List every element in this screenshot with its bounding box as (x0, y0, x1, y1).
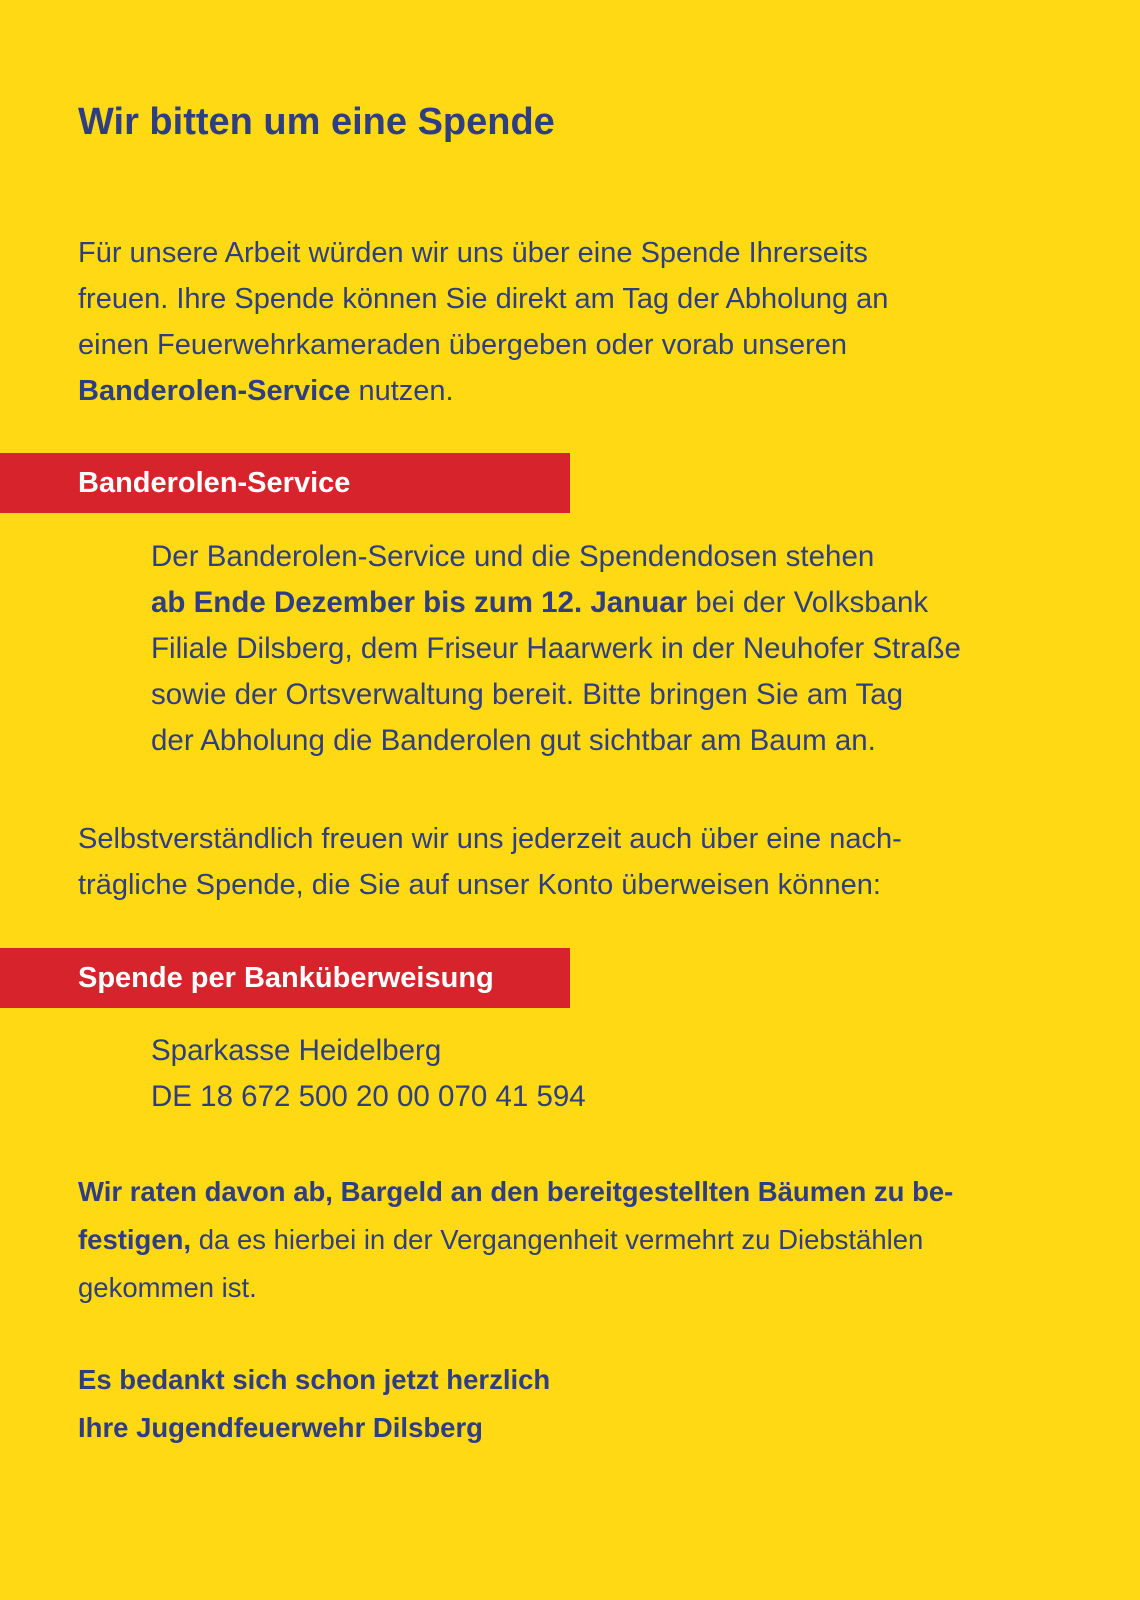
warning-line-3: gekommen ist. (78, 1272, 257, 1303)
banderolen-date-emphasis: ab Ende Dezember bis zum 12. Januar (151, 586, 688, 619)
followup-line-2: trägliche Spende, die Sie auf unser Konto überweisen können: (78, 869, 881, 901)
bank-iban: DE 18 672 500 20 00 070 41 594 (151, 1080, 586, 1113)
intro-service-emphasis: Banderolen-Service (78, 375, 351, 407)
warning-emphasis-1: Wir raten davon ab, Bargeld an den bereitgestellten Bäumen zu be- (78, 1176, 954, 1207)
warning-line-2-rest: da es hierbei in der Vergangenheit vermehrt zu Diebstählen (191, 1224, 924, 1255)
cash-warning (78, 1168, 1078, 1312)
bank-details (151, 1028, 851, 1120)
banderolen-line-2-rest: bei der Volksbank (687, 586, 929, 619)
banderolen-line-2 (151, 580, 1111, 626)
thanks-line-1: Es bedankt sich schon jetzt herzlich (78, 1364, 551, 1395)
intro-line-1: Für unsere Arbeit würden wir uns über eine Spende Ihrerseits (78, 237, 868, 269)
closing-thanks (78, 1356, 550, 1452)
followup-line-1: Selbstverständlich freuen wir uns jederzeit auch über eine nach- (78, 823, 902, 855)
bank-name: Sparkasse Heidelberg (151, 1034, 442, 1067)
followup-paragraph (78, 816, 1078, 908)
bank-transfer-heading: Spende per Banküberweisung (0, 948, 570, 1008)
banderolen-service-text (151, 534, 1111, 764)
intro-line-4-rest: nutzen. (350, 375, 454, 407)
intro-line-4 (78, 368, 1078, 414)
banderolen-service-heading: Banderolen-Service (0, 453, 570, 513)
intro-line-2: freuen. Ihre Spende können Sie direkt am Tag der Abholung an (78, 283, 889, 315)
page-title: Wir bitten um eine Spende (78, 101, 555, 143)
banderolen-line-4: sowie der Ortsverwaltung bereit. Bitte bringen Sie am Tag (151, 678, 904, 711)
warning-line-1 (78, 1168, 1078, 1216)
banderolen-line-5: der Abholung die Banderolen gut sichtbar am Baum an. (151, 724, 876, 757)
intro-line-3: einen Feuerwehrkameraden übergeben oder vorab unseren (78, 329, 848, 361)
intro-paragraph (78, 230, 1078, 414)
warning-emphasis-2: festigen, (78, 1224, 192, 1255)
banderolen-line-1: Der Banderolen-Service und die Spendendosen stehen (151, 540, 875, 573)
warning-line-2 (78, 1216, 1078, 1264)
thanks-signature: Ihre Jugendfeuerwehr Dilsberg (78, 1412, 483, 1443)
banderolen-line-3: Filiale Dilsberg, dem Friseur Haarwerk in der Neuhofer Straße (151, 632, 961, 665)
